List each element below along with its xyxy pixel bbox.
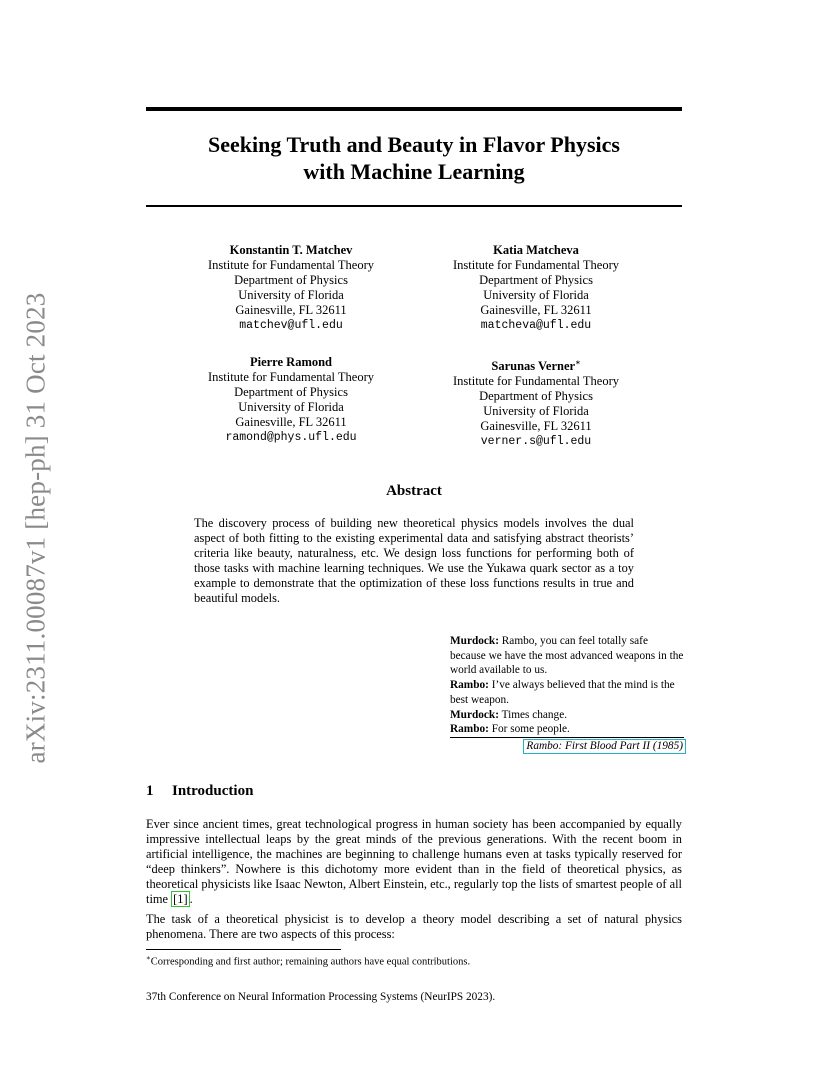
title-line-2: with Machine Learning bbox=[303, 159, 525, 184]
epigraph-text: Times change. bbox=[498, 708, 568, 721]
title-line-1: Seeking Truth and Beauty in Flavor Physics bbox=[208, 132, 620, 157]
epigraph-citation-link[interactable]: Rambo: First Blood Part II (1985) bbox=[523, 739, 686, 754]
section-heading bbox=[146, 783, 253, 800]
epigraph-speaker: Murdock: bbox=[450, 708, 499, 721]
epigraph-speaker: Rambo: bbox=[450, 679, 489, 692]
author-department: Department of Physics bbox=[234, 273, 348, 287]
footnote-rule bbox=[146, 949, 341, 950]
arxiv-identifier: arXiv:2311.00087v1 [hep-ph] 31 Oct 2023 bbox=[20, 292, 51, 764]
author-institute: Institute for Fundamental Theory bbox=[207, 370, 375, 384]
author-email[interactable]: ramond@phys.ufl.edu bbox=[225, 431, 357, 444]
author-department: Department of Physics bbox=[234, 385, 348, 399]
author-university: University of Florida bbox=[238, 288, 344, 302]
author-university: University of Florida bbox=[483, 404, 589, 419]
author-institute: Institute for Fundamental Theory bbox=[207, 258, 375, 272]
epigraph-text: For some people. bbox=[488, 723, 570, 736]
paragraph-text: Ever since ancient times, great technological progress in human society has been accompanied by equally impressive intellectual leaps by the great minds of the previous generations. With the recent boom in artificial intelligence, the machines are beginning to challenge humans even at tasks typically reserved for “deep thinkers”. Nowhere is this dichotomy more evident than in the field of theoretical physics, as theoretical physicists like Isaac Newton, Albert Einstein, etc., regularly top the lists of smartest people of all time bbox=[146, 817, 682, 907]
author-block bbox=[406, 243, 666, 333]
author-block bbox=[161, 243, 421, 333]
epigraph-text: Rambo, you can feel totally safe because we have the most advanced weapons in the world available to us. bbox=[450, 635, 684, 677]
epigraph-line bbox=[450, 708, 684, 723]
author-department: Department of Physics bbox=[479, 273, 593, 287]
paragraph-text-end: . bbox=[189, 892, 193, 907]
abstract-text: The discovery process of building new theoretical physics models involves the dual aspect of both fitting to the existing experimental data and satisfying abstract theorists’ criteria like beauty, naturalness, etc. We design loss functions for performing both of those tasks with machine learning techniques. We use the Yukawa quark sector as a toy example to demonstrate that the optimization of these loss functions results in true and beautiful models. bbox=[194, 516, 634, 606]
paper-title bbox=[146, 131, 682, 185]
abstract-heading: Abstract bbox=[386, 483, 442, 499]
epigraph-speaker: Murdock: bbox=[450, 635, 499, 647]
title-bottom-rule bbox=[146, 205, 682, 207]
author-city: Gainesville, FL 32611 bbox=[235, 303, 347, 317]
epigraph bbox=[450, 634, 684, 737]
footnote-text: Corresponding and first author; remaining authors have equal contributions. bbox=[150, 956, 471, 968]
author-block bbox=[161, 355, 421, 445]
author-block bbox=[406, 355, 666, 449]
author-name: Katia Matcheva bbox=[493, 243, 579, 257]
author-name: Pierre Ramond bbox=[249, 355, 333, 369]
section-title: Introduction bbox=[172, 783, 254, 799]
author-city: Gainesville, FL 32611 bbox=[480, 303, 592, 317]
author-city: Gainesville, FL 32611 bbox=[235, 415, 347, 429]
author-institute: Institute for Fundamental Theory bbox=[452, 374, 620, 389]
author-name: Sarunas Verner bbox=[491, 359, 576, 374]
epigraph-speaker: Rambo: bbox=[450, 723, 489, 736]
intro-paragraph-2: The task of a theoretical physicist is to develop a theory model describing a set of natural physics phenomena. There are two aspects of this process: bbox=[146, 912, 682, 942]
epigraph-line bbox=[450, 722, 684, 737]
author-department: Department of Physics bbox=[479, 389, 593, 404]
author-university: University of Florida bbox=[238, 400, 344, 414]
author-email[interactable]: matcheva@ufl.edu bbox=[480, 319, 592, 332]
corresponding-author-mark[interactable]: ∗ bbox=[575, 358, 581, 367]
author-institute: Institute for Fundamental Theory bbox=[452, 258, 620, 272]
author-university: University of Florida bbox=[483, 288, 589, 302]
section-number: 1 bbox=[146, 783, 154, 799]
intro-paragraph-1 bbox=[146, 817, 682, 908]
epigraph-line bbox=[450, 634, 684, 678]
author-email[interactable]: verner.s@ufl.edu bbox=[480, 435, 592, 449]
footnote-mark: ∗ bbox=[146, 954, 151, 962]
author-email[interactable]: matchev@ufl.edu bbox=[239, 319, 343, 332]
epigraph-text: I’ve always believed that the mind is the best weapon. bbox=[450, 679, 675, 706]
epigraph-rule bbox=[450, 737, 684, 738]
author-city: Gainesville, FL 32611 bbox=[480, 419, 592, 434]
title-top-rule bbox=[146, 107, 682, 111]
epigraph-line bbox=[450, 678, 684, 707]
conference-note: 37th Conference on Neural Information Processing Systems (NeurIPS 2023). bbox=[146, 991, 496, 1003]
footnote bbox=[146, 952, 470, 969]
author-name-line bbox=[406, 355, 666, 374]
reference-link[interactable]: [1] bbox=[173, 892, 188, 907]
author-name: Konstantin T. Matchev bbox=[229, 243, 353, 257]
